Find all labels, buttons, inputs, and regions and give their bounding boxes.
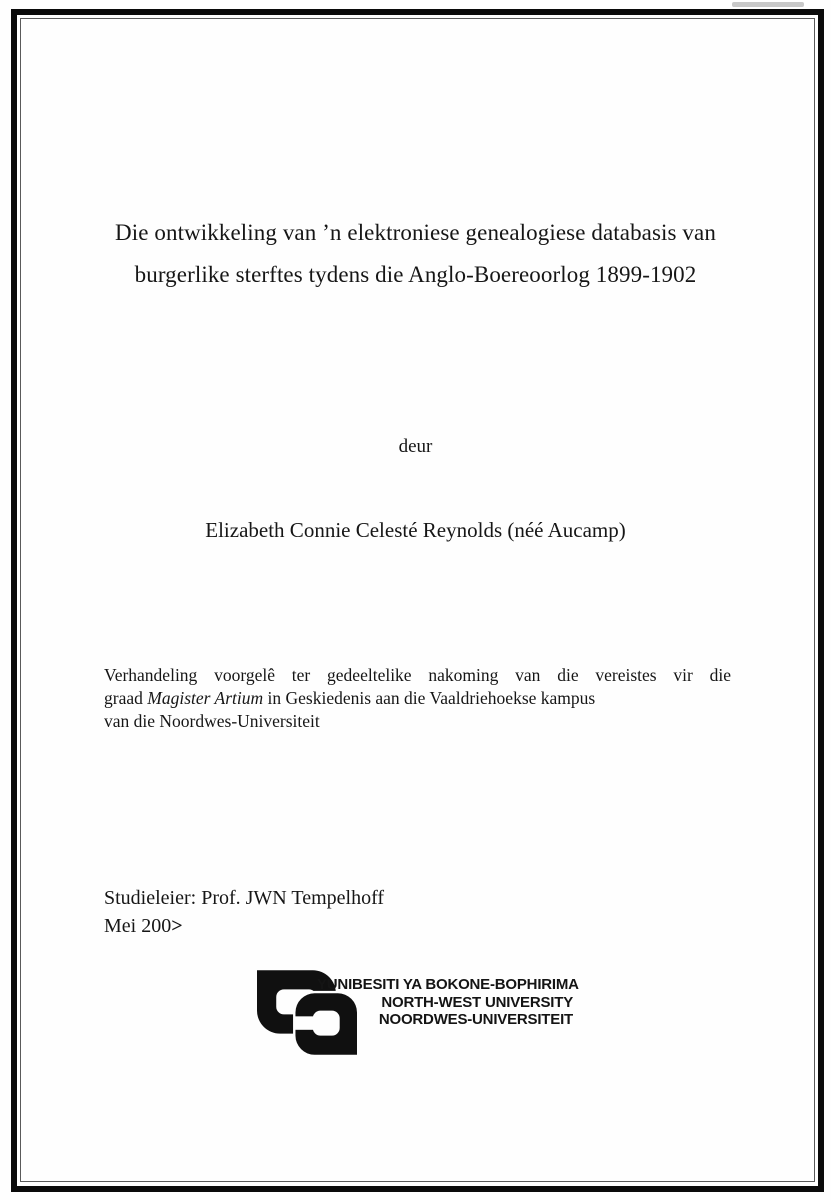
author-name: Elizabeth Connie Celesté Reynolds (néé Aucamp) [205, 518, 626, 542]
thesis-title [70, 212, 761, 296]
logo-line-afrikaans: NOORDWES-UNIVERSITEIT [378, 1011, 573, 1028]
date-seven-glyph: > [171, 915, 183, 937]
degree-statement-line1: Verhandeling voorgelê ter gedeeltelike nakoming van die vereistes vir die [104, 665, 731, 685]
degree-statement-line3: van die Noordwes-Universiteit [104, 711, 320, 731]
degree-statement [104, 664, 731, 733]
supervisor-line: Studieleier: Prof. JWN Tempelhoff [104, 887, 385, 909]
degree-name-italic: Magister Artium [147, 688, 264, 708]
thesis-title-line1: Die ontwikkeling van ’n elektroniese genealogiese databasis van [115, 220, 716, 245]
supervisor-block [104, 884, 384, 940]
byline-label: deur [398, 436, 433, 457]
degree-statement-line2 [104, 687, 731, 710]
date-line [104, 912, 384, 940]
university-logo [257, 970, 577, 1060]
thesis-title-line2: burgerlike sterftes tydens die Anglo-Boereoorlog 1899-1902 [134, 262, 697, 287]
logo-line-english: NORTH-WEST UNIVERSITY [381, 993, 573, 1011]
scan-artifact [732, 2, 804, 7]
degree-statement-line2-pre: graad [104, 688, 148, 708]
date-text: Mei 200 [104, 915, 172, 937]
university-logo-text [317, 976, 579, 1029]
degree-statement-line2-post: in Geskiedenis aan die Vaaldriehoekse kampus [263, 688, 596, 708]
logo-line-setswana: YUNIBESITI YA BOKONE-BOPHIRIMA [317, 976, 579, 993]
